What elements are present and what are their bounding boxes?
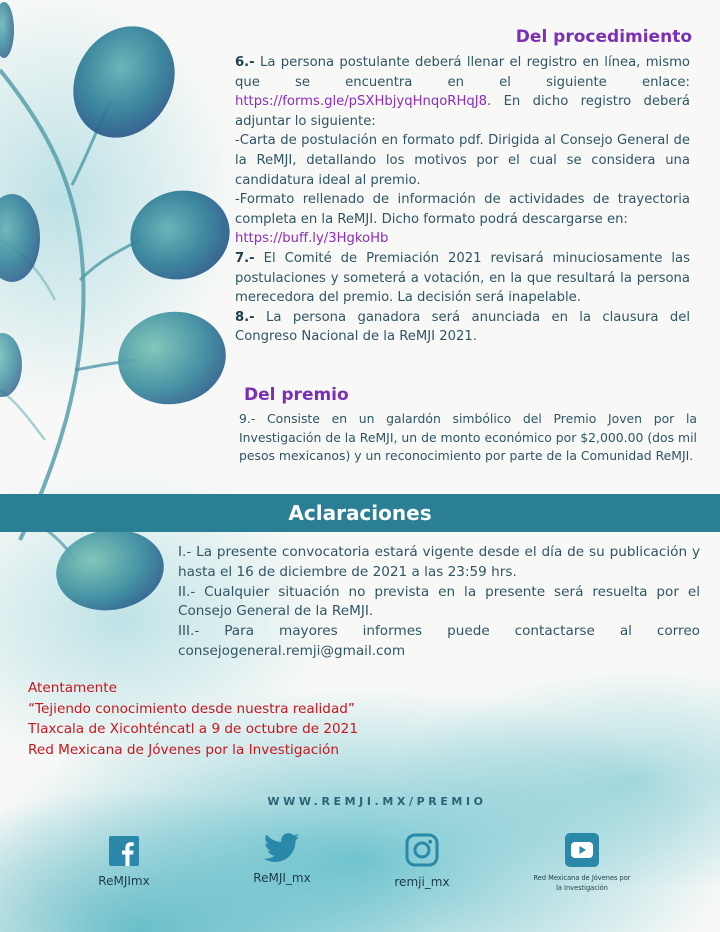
- section-heading-procedimiento: Del procedimiento: [515, 27, 692, 47]
- section-heading-premio: Del premio: [244, 385, 349, 405]
- twitter-handle: ReMJI_mx: [253, 871, 311, 885]
- social-youtube[interactable]: [530, 833, 634, 893]
- facebook-handle: ReMJImx: [98, 874, 150, 888]
- aclaraciones-banner: [0, 494, 720, 532]
- signature-place-date: Tlaxcala de Xicohténcatl a 9 de octubre de 2021: [28, 721, 358, 737]
- paragraph-number: 7.-: [235, 250, 255, 266]
- youtube-icon[interactable]: [565, 833, 599, 871]
- requirement-item-letter: -Carta de postulación en formato pdf. Dirigida al Consejo General de la ReMJI, detallando los motivos por el cual se considera una candidatura ideal al premio.: [235, 133, 690, 188]
- twitter-icon[interactable]: [264, 833, 300, 867]
- youtube-channel-name: Red Mexicana de Jóvenes por la Investigación: [533, 874, 631, 892]
- social-instagram[interactable]: [380, 833, 464, 889]
- paragraph-6: [235, 53, 690, 131]
- paragraph-number: 8.-: [235, 309, 255, 325]
- paragraph-7: [235, 249, 690, 308]
- procedimiento-body: [235, 53, 690, 347]
- social-twitter[interactable]: [240, 833, 324, 885]
- registration-link[interactable]: https://forms.gle/pSXHbjyqHnqoRHqJ8: [235, 94, 488, 110]
- social-facebook[interactable]: [84, 836, 164, 888]
- paragraph-text: . En dicho registro deberá adjuntar lo siguiente:: [235, 94, 690, 129]
- aclaraciones-body: [178, 543, 700, 662]
- format-download-link[interactable]: https://buff.ly/3HgkoHb: [235, 231, 389, 247]
- clarification-i: I.- La presente convocatoria estará vigente desde el día de su publicación y hasta el 16 de diciembre de 2021 a las 23:59 hrs.: [178, 544, 700, 580]
- signature-block: [28, 678, 488, 760]
- instagram-icon[interactable]: [405, 833, 439, 871]
- paragraph-9: 9.- Consiste en un galardón simbólico del Premio Joven por la Investigación de la ReMJI, un de monto económico por $2,000.00 (dos mil pesos mexicanos) y un reconocimiento por parte de la Comunidad ReMJI.: [239, 411, 697, 464]
- signature-motto: “Tejiendo conocimiento desde nuestra realidad”: [28, 700, 355, 717]
- signature-closing: Atentamente: [28, 680, 117, 696]
- paragraph-text: La persona postulante deberá llenar el registro en línea, mismo que se encuentra en el siguiente enlace:: [235, 55, 690, 90]
- facebook-icon[interactable]: [109, 836, 139, 870]
- website-url[interactable]: WWW.REMJI.MX/PREMIO: [267, 795, 487, 808]
- paragraph-text: El Comité de Premiación 2021 revisará minuciosamente las postulaciones y someterá a votación, en la que resultará la persona merecedora del premio. La decisión será inapelable.: [235, 250, 690, 306]
- section-heading-aclaraciones: Aclaraciones: [288, 501, 432, 525]
- clarification-ii: II.- Cualquier situación no prevista en la presente será resuelta por el Consejo General de la ReMJI.: [178, 583, 700, 620]
- requirement-item-format: -Formato rellenado de información de actividades de trayectoria completa en la ReMJI. Dicho formato podrá descargarse en:: [235, 192, 690, 227]
- paragraph-number: 6.-: [235, 55, 255, 70]
- paragraph-8: [235, 308, 690, 347]
- paragraph-text: La persona ganadora será anunciada en la clausura del Congreso Nacional de la ReMJI 2021.: [235, 309, 690, 345]
- clarification-iii: III.- Para mayores informes puede contactarse al correo consejogeneral.remji@gmail.com: [178, 623, 700, 659]
- signature-organization: Red Mexicana de Jóvenes por la Investigación: [28, 741, 339, 758]
- instagram-handle: remji_mx: [394, 875, 450, 889]
